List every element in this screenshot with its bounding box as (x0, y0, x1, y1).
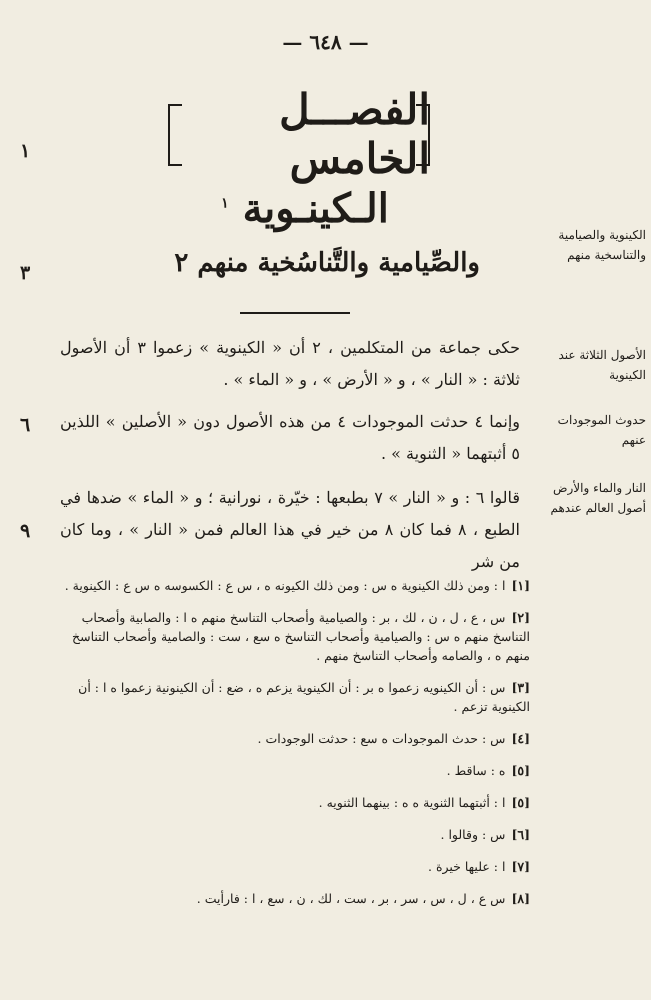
footnote-number: [٥] (511, 763, 530, 778)
footnote (60, 793, 530, 812)
footnote-text: ا : أثبتهما الثنوية ه ه : بينهما الثنويه . (318, 795, 506, 810)
footnote-text: ا : ومن ذلك الكينوية ه س : ومن ذلك الكيونه ه ، س ع : الكسوسه ه س ع : الكينوية . (64, 578, 506, 593)
margin-note-1: الكينوية والصيامية والتناسخية منهم (558, 228, 646, 262)
footnote-text: س : أن الكينويه زعموا ه بر : أن الكينوية يزعم ه ، ضع : أن الكينونية زعموا ه ا : أن الكينوية تزعم . (78, 680, 530, 714)
paragraph-2: وإنما ٤ حدثت الموجودات ٤ من هذه الأصول دون « الأصلين » اللذين ٥ أثبتهما « الثنوية » . (60, 412, 520, 463)
divider-rule (240, 312, 350, 314)
footnote (60, 729, 530, 748)
footnote-text: س ، ع ، ل ، ن ، لك ، بر : والصيامية وأصحاب التناسخ منهم ه ا : والصابية وأصحاب التناسخ منهم ه س : والصيامية وأصحاب التناسخ ه سع ، ست : والصامية وأصحاب التناسخ منهم ه ، والصامه وأصحاب التناسخ منهم . (72, 610, 530, 663)
footnote-number: [١] (511, 578, 530, 593)
footnote (60, 608, 530, 665)
footnote (60, 678, 530, 716)
paragraph-1: حكى جماعة من المتكلمين ، ٢ أن « الكينوية » زعموا ٣ أن الأصول ثلاثة : « النار » ، و « الأرض » ، و « الماء » . (60, 338, 520, 389)
page-number: — ٦٤٨ — (282, 30, 369, 54)
chapter-title (160, 185, 450, 232)
title-text: الـكينـوية (242, 185, 389, 232)
footnote-number: [٦] (511, 827, 530, 842)
footnote (60, 576, 530, 595)
line-number-1: ١ (20, 140, 31, 162)
chapter-label: الفصـــل الخامس (279, 85, 430, 183)
title-note-ref: ١ (221, 195, 229, 212)
footnote-number: [٤] (511, 731, 530, 746)
line-number-6: ٦ (20, 414, 31, 436)
footnote (60, 889, 530, 908)
footnote-text: س ع ، ل ، س ، سر ، بر ، ست ، لك ، ن ، سع ، ا : فارأيت . (196, 891, 506, 906)
footnote-number: [٧] (511, 859, 530, 874)
footnote-text: ه : ساقط . (446, 763, 506, 778)
footnote-text: س : وقالوا . (440, 827, 506, 842)
footnote-number: [٢] (511, 610, 530, 625)
footnote (60, 761, 530, 780)
line-number-3: ٣ (20, 262, 31, 284)
footnote-number: [٨] (511, 891, 530, 906)
paragraph-3: قالوا ٦ : و « النار » ٧ بطبعها : خيّرة ، نورانية ؛ و « الماء » ضدها في الطبع ، ٨ فما كان ٨ من خير في هذا العالم فمن « النار » ، وما كان من شر (60, 488, 521, 571)
footnote (60, 825, 530, 844)
margin-note-4: النار والماء والأرض أصول العالم عندهم (550, 481, 646, 515)
chapter-subtitle: والصِّيامية والتَّناسُخية منهم ٢ (174, 248, 480, 278)
footnote-text: س : حدث الموجودات ه سع : حدثت الوجودات . (257, 731, 506, 746)
footnote-number: [٥] (511, 795, 530, 810)
footnote-text: ا : عليها خيرة . (428, 859, 506, 874)
margin-note-3: حدوث الموجودات عنهم (557, 413, 646, 447)
margin-note-2: الأصول الثلاثة عند الكينوية (558, 348, 646, 382)
footnotes (60, 576, 530, 921)
chapter-heading (168, 85, 430, 183)
line-number-9: ٩ (20, 520, 31, 542)
footnote (60, 857, 530, 876)
footnote-number: [٣] (511, 680, 530, 695)
